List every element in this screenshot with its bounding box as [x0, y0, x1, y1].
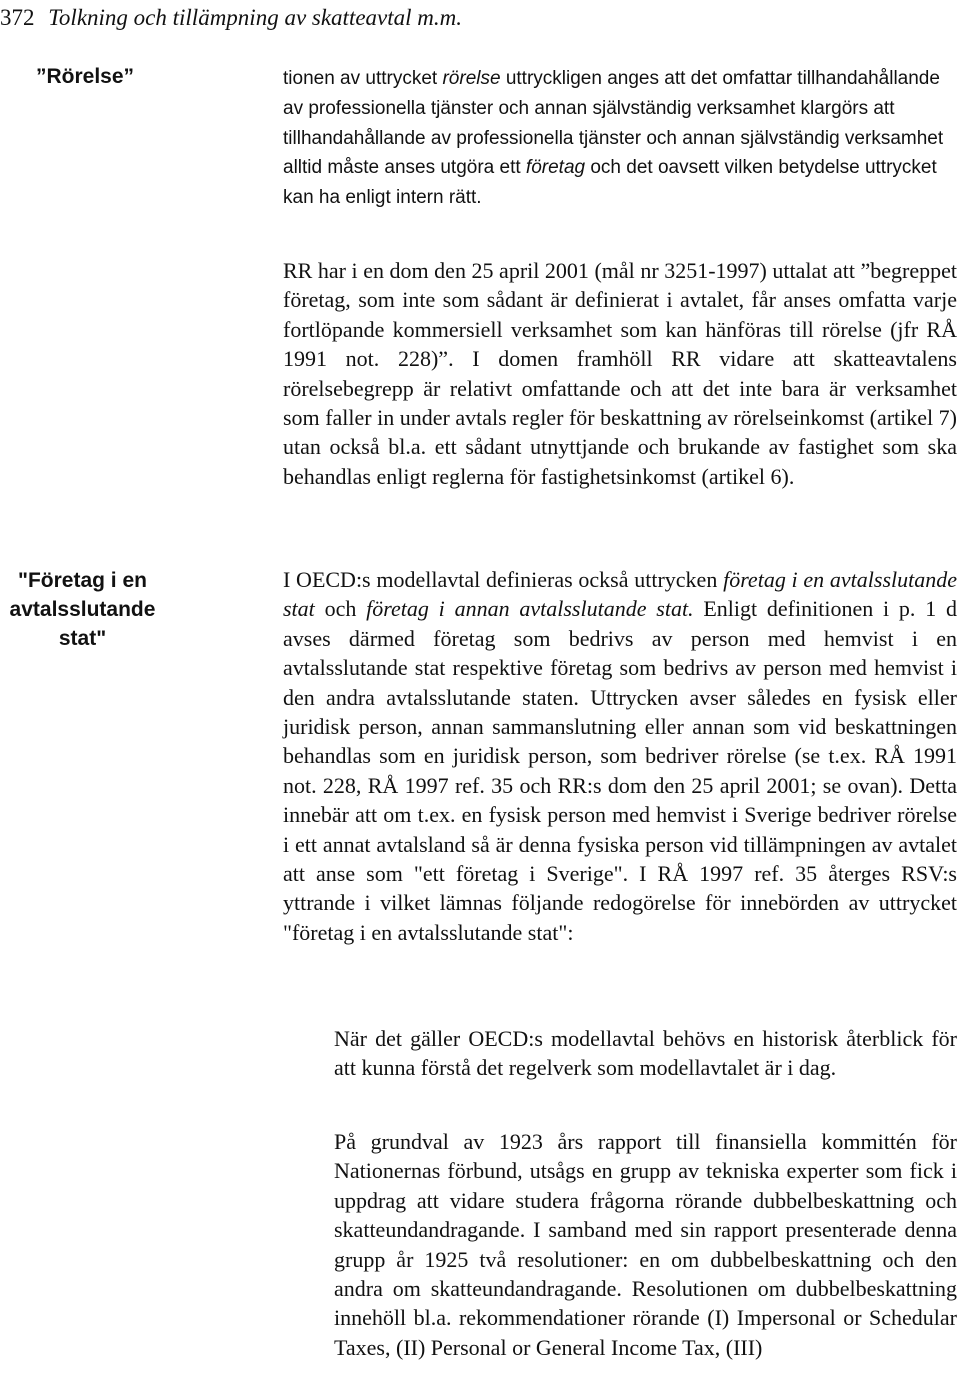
- paragraph-oecd-definition: [283, 565, 957, 947]
- italic-term: företag i en avtalsslutande stat: [283, 567, 957, 622]
- italic-term: företag i annan avtalsslutande stat.: [366, 596, 694, 622]
- page-number: 372: [0, 5, 35, 30]
- block-quote-1: När det gäller OECD:s modellavtal behövs en historisk återblick för att kunna förstå det regelverk som modellavtalet är i dag.: [334, 1026, 957, 1081]
- running-title: Tolkning och tillämpning av skatteavtal m.m.: [48, 5, 463, 30]
- text-run: uttryckligen anges att det omfattar tillhandahållande av professionella tjänster och annan självständig verksamhet klargörs att tillhandahållande av professionella tjänster och annan självständig verksamhet alltid måste anses utgöra ett: [283, 68, 944, 179]
- page-header: [0, 3, 462, 33]
- italic-term: företag: [525, 157, 586, 179]
- italic-term: rörelse: [442, 68, 501, 89]
- text-run: och det oavsett vilken betydelse uttrycket kan ha enligt intern rätt.: [283, 157, 937, 209]
- block-quote-2: På grundval av 1923 års rapport till finansiella kommittén för Nationernas förbund, utsågs en grupp av tekniska experter som fick i uppdrag att vidare studera frågorna rörande dubbelbeskattning och skatteundandragande. I samband med sin rapport presenterade denna grupp år 1925 två resolutioner: en om dubbelbeskattning och den andra om skatteundandragande. Resolutionen om dubbelbeskattning innehöll bl.a. rekommendationer rörande (I) Impersonal or Schedular Taxes, (II) Personal or General Income Tax, (III): [334, 1129, 957, 1360]
- text-run: I OECD:s modellavtal definieras också uttrycken: [283, 567, 724, 592]
- margin-note-foretag: "Företag i en avtalsslutande stat": [9, 569, 156, 650]
- margin-note-rorelse: ”Rörelse”: [35, 65, 135, 88]
- paragraph-rorelse-definition: [283, 64, 957, 213]
- text-run: Enligt definitionen i p. 1 d avses därmed företag som bedrivs av person med hemvist i en avtalsslutande stat respektive företag som bedrivs av person med hemvist i den andra avtalsslutande staten. Uttrycken avser således en fysisk eller juridisk person, annan sammanslutning eller annan som vid beskattningen behandlas som en juridisk person, som bedriver rörelse (se t.ex. RÅ 1991 not. 228, RÅ 1997 ref. 35 och RR:s dom den 25 april 2001; se ovan). Detta innebär att om t.ex. en fysisk person med hemvist i Sverige bedriver rörelse i ett annat avtalsland så är denna fysiska person vid tillämpningen av avtalet att anse som "ett företag i Sverige". I RÅ 1997 ref. 35 återges RSV:s yttrande i vilket lämnas följande redogörelse för innebörden av uttrycket "företag i en avtalsslutande stat":: [283, 596, 958, 945]
- paragraph-rr-dom: RR har i en dom den 25 april 2001 (mål nr 3251-1997) uttalat att ”begreppet företag, som inte som sådant är definierat i avtalet, får anses omfatta varje fortlöpande kommersiell verksamhet som kan hänföras till rörelse (jfr RÅ 1991 not. 228)”. I domen framhöll RR vidare att skatteavtalens rörelsebegrepp är relativt omfattande och att det inte bara är verksamhet som faller in under avtals regler för beskattning av rörelseinkomst (artikel 7) utan också bl.a. ett sådant utnyttjande och brukande av fastighet som ska behandlas enligt reglerna för fastighetsinkomst (artikel 6).: [283, 258, 957, 489]
- text-run: tionen av uttrycket: [283, 68, 443, 89]
- text-run: och: [314, 596, 367, 622]
